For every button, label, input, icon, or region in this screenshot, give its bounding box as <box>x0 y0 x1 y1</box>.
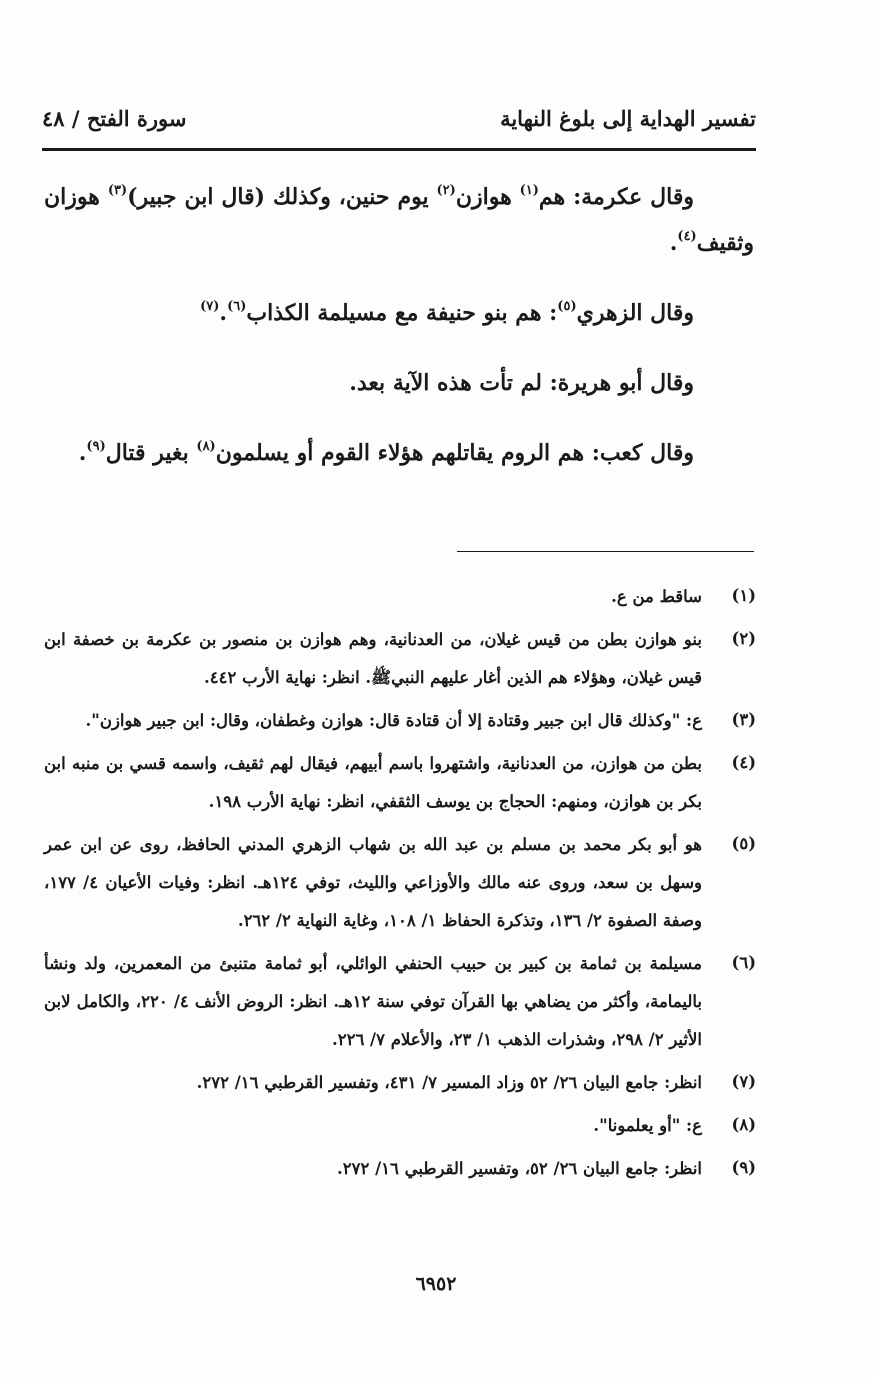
footnote-item <box>44 578 756 616</box>
footnote-number: (٣) <box>731 710 756 729</box>
footnote-text: بطن من هوازن، من العدنانية، واشتهروا باسم أبيهم، فيقال لهم ثقيف، واسمه قسي بن منبه ابن بكر بن هوازن، ومنهم: الحجاج بن يوسف الثقفي، انظر: نهاية الأرب ١٩٨. <box>44 754 702 811</box>
page-number: ٦٩٥٢ <box>415 1273 457 1295</box>
footnote-text: هو أبو بكر محمد بن مسلم بن عبد الله بن شهاب الزهري المدني الحافظ، روى عن ابن عمر وسهل بن سعد، وروى عنه مالك والأوزاعي والليث، توفي ١٢٤هـ. انظر: وفيات الأعيان ٤/ ١٧٧، وصفة الصفوة ٢/ ١٣٦، وتذكرة الحفاظ ١/ ١٠٨، وغاية النهاية ٢/ ٢٦٢. <box>44 835 702 930</box>
footnote-number: (٧) <box>731 1072 756 1091</box>
footnote-text: ع: "وكذلك قال ابن جبير وقتادة إلا أن قتادة قال: هوازن وغطفان، وقال: ابن جبير هوازن". <box>85 711 702 730</box>
text-run: . <box>669 230 678 256</box>
text-run: . <box>78 440 87 466</box>
footnote-ref-8[interactable]: (٨) <box>196 439 216 454</box>
footnote-text: بنو هوازن بطن من قيس غيلان، من العدنانية، وهم هوازن بن منصور بن عكرمة بن خصفة ابن قيس غيلان، وهؤلاء هم الذين أغار عليهم النبيﷺ. انظر: نهاية الأرب ٤٤٢. <box>44 630 702 687</box>
text-run: وقال كعب: هم الروم يقاتلهم هؤلاء القوم أو يسلمون <box>215 440 694 466</box>
footnote-ref-7[interactable]: (٧) <box>200 299 220 314</box>
footnote-text: مسيلمة بن ثمامة بن كبير بن حبيب الحنفي الوائلي، أبو ثمامة متنبئ من المعمرين، ولد ونشأ باليمامة، وأكثر من يضاهي بها القرآن توفي سنة ١٢هـ. انظر: الروض الأنف ٤/ ٢٢٠، والكامل لابن الأثير ٢/ ٢٩٨، وشذرات الذهب ١/ ٢٣، والأعلام ٧/ ٢٢٦. <box>44 954 702 1049</box>
footnote-item <box>44 826 756 940</box>
text-run: وقال الزهري <box>576 300 694 326</box>
text-run: وقال عكرمة: هم <box>538 184 694 210</box>
footnote-item <box>44 621 756 697</box>
footnote-item <box>44 1150 756 1188</box>
surah-title: سورة الفتح / ٤٨ <box>42 106 187 131</box>
footnote-item <box>44 1064 756 1102</box>
paragraph-kaab <box>44 430 754 476</box>
running-header <box>42 104 756 151</box>
text-run: هوزان وثقيف <box>44 184 754 256</box>
footnote-ref-9[interactable]: (٩) <box>86 439 106 454</box>
footnote-divider <box>457 551 754 552</box>
footnote-ref-2[interactable]: (٢) <box>436 183 456 198</box>
footnote-number: (٩) <box>731 1158 756 1177</box>
footnote-number: (٤) <box>731 753 756 772</box>
text-run: هوازن <box>455 184 520 210</box>
text-run: . <box>219 300 228 326</box>
footnote-item <box>44 745 756 821</box>
footnote-number: (٢) <box>731 629 756 648</box>
paragraph-abu-hurayra: وقال أبو هريرة: لم تأت هذه الآية بعد. <box>349 370 694 396</box>
text-run: يوم حنين، وكذلك (قال ابن جبير) <box>127 184 437 210</box>
footnote-item <box>44 1107 756 1145</box>
footnote-item <box>44 945 756 1059</box>
footnote-item <box>44 702 756 740</box>
book-title: تفسير الهداية إلى بلوغ النهاية <box>500 106 756 131</box>
text-run: : هم بنو حنيفة مع مسيلمة الكذاب <box>246 300 558 326</box>
footnote-text: انظر: جامع البيان ٢٦/ ٥٢، وتفسير القرطبي ١٦/ ٢٧٢. <box>336 1159 702 1178</box>
footnote-ref-6[interactable]: (٦) <box>227 299 247 314</box>
footnote-ref-4[interactable]: (٤) <box>677 229 697 244</box>
footnote-ref-5[interactable]: (٥) <box>557 299 577 314</box>
paragraph-ikrima <box>44 174 754 266</box>
footnote-number: (١) <box>731 586 756 605</box>
footnote-text: ع: "أو يعلمونا". <box>593 1116 702 1135</box>
footnote-number: (٦) <box>731 953 756 972</box>
text-run: بغير قتال <box>105 440 197 466</box>
footnote-ref-3[interactable]: (٣) <box>107 183 128 198</box>
footnote-text: انظر: جامع البيان ٢٦/ ٥٢ وزاد المسير ٧/ ٤٣١، وتفسير القرطبي ١٦/ ٢٧٢. <box>196 1073 702 1092</box>
footnote-number: (٥) <box>731 834 756 853</box>
footnote-ref-1[interactable]: (١) <box>519 183 539 198</box>
footnotes <box>44 578 756 1193</box>
footnote-text: ساقط من ع. <box>611 587 702 606</box>
main-text <box>44 174 754 500</box>
paragraph-zuhri <box>44 290 754 336</box>
footnote-number: (٨) <box>731 1115 756 1134</box>
